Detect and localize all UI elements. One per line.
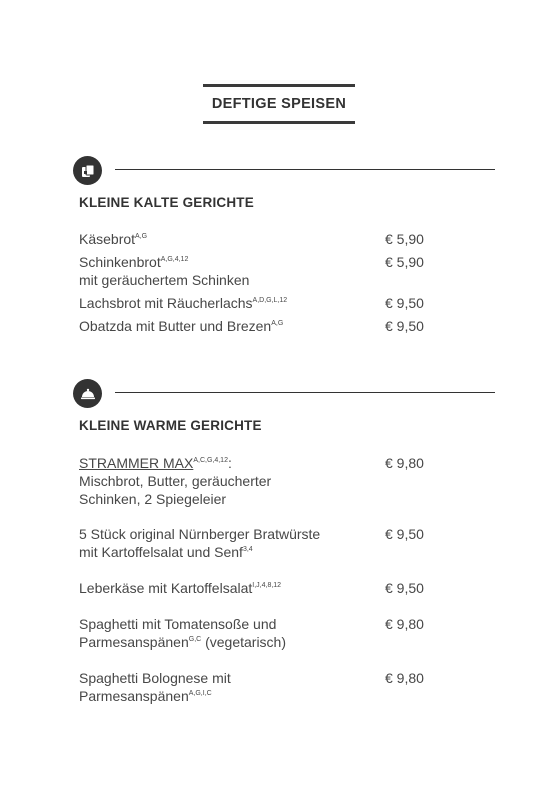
item-description: mit geräuchertem Schinken (79, 272, 250, 288)
item-price: € 9,80 (385, 670, 424, 686)
section-header (203, 84, 355, 124)
item-name: Lachsbrot mit Räucherlachs$^{A,D,G,L,12}$ (79, 295, 288, 311)
item-price: € 9,50 (385, 580, 424, 596)
item-name: Käsebrot$^{A,G}$ (79, 231, 148, 247)
page-title: DEFTIGE SPEISEN (211, 96, 347, 112)
item-name: Obatzda mit Butter und Brezen$^{A,G}$ (79, 318, 284, 334)
section-divider (115, 392, 495, 393)
cloche-icon (73, 379, 102, 408)
item-price: € 9,50 (385, 295, 424, 311)
sandwich-icon (73, 156, 102, 185)
item-price: € 5,90 (385, 231, 424, 247)
section-divider (115, 169, 495, 170)
item-price: € 9,50 (385, 318, 424, 334)
section-title-warm: KLEINE WARME GERICHTE (79, 418, 262, 433)
item-name: Leberkäse mit Kartoffelsalat$^{I,J,4,8,12}$ (79, 580, 282, 596)
item-name: Schinkenbrot$^{A,G,4,12}$ mit geräuchertem Schinken (79, 254, 250, 288)
section-title-cold: KLEINE KALTE GERICHTE (79, 195, 254, 210)
item-name: 5 Stück original Nürnberger Bratwürste mit Kartoffelsalat und Senf$^{3,4}$ (79, 526, 321, 560)
strammer-max-link: STRAMMER MAX (79, 455, 194, 471)
item-price: € 5,90 (385, 254, 424, 270)
item-name: STRAMMER $MAX^{A,C,G,4,12}$: Mischbrot, Butter, geräucherter Schinken, 2 Spiegeleier (79, 455, 272, 507)
item-price: € 9,80 (385, 455, 424, 471)
item-name: Spaghetti Bolognese mit Parmesanspänen$^{A,G,I,C}$ (79, 670, 231, 704)
item-name: Spaghetti mit Tomatensoße und Parmesanspänen$^{G,C}$ (vegetarisch) (79, 616, 287, 650)
item-price: € 9,80 (385, 616, 424, 632)
item-price: € 9,50 (385, 526, 424, 542)
